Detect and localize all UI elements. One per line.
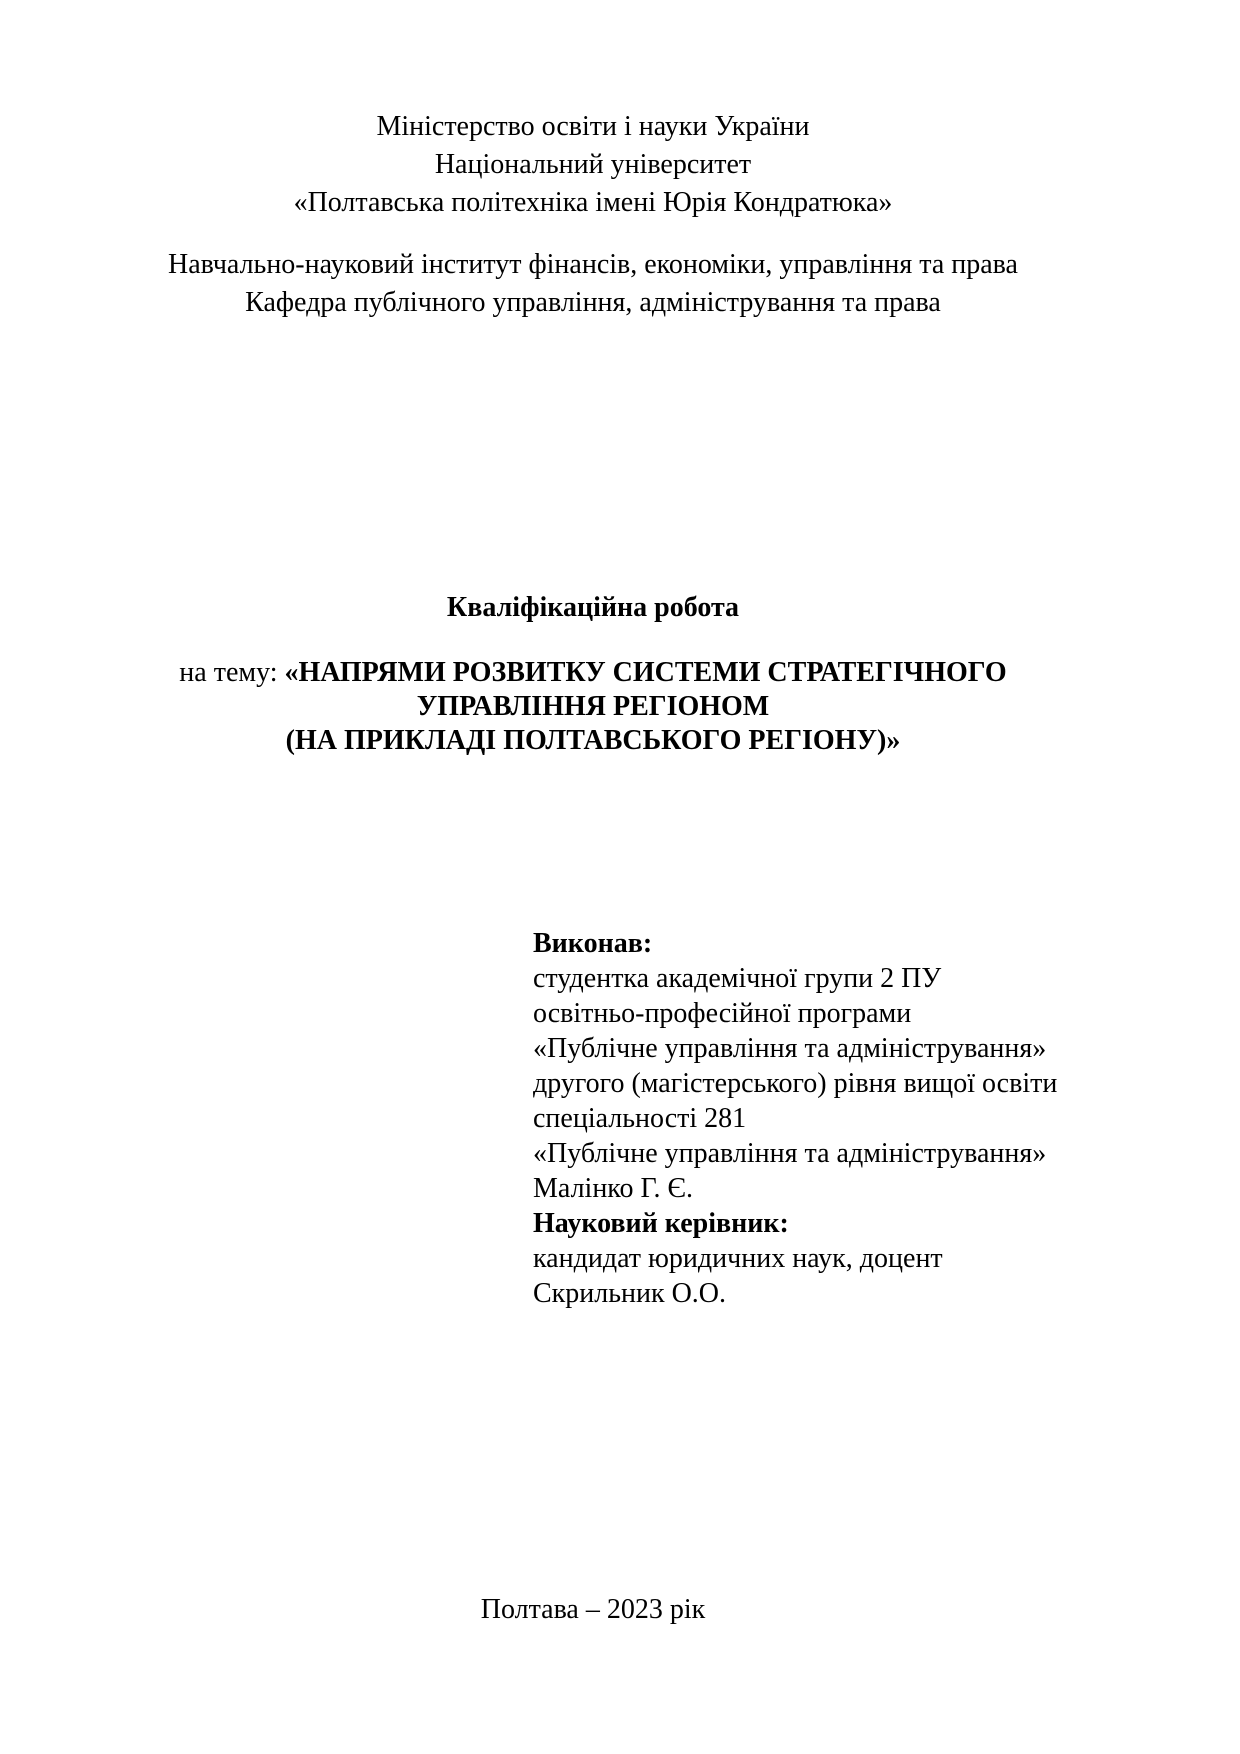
institute-line: Навчально-науковий інститут фінансів, економіки, управління та права	[168, 249, 1018, 280]
thesis-title	[96, 656, 1090, 758]
supervisor-label: Науковий керівник:	[533, 1208, 789, 1239]
university-header	[96, 108, 1090, 222]
topic-prefix: на тему:	[179, 657, 285, 688]
institute-header	[96, 246, 1090, 322]
university-line: Національний університет	[434, 149, 752, 180]
thesis-title-line-1	[96, 656, 1090, 690]
author-name-line: Малінко Г. Є.	[533, 1173, 694, 1204]
supervisor-name-line: Скрильник О.О.	[533, 1278, 727, 1309]
author-line: другого (магістерського) рівня вищої освіти	[533, 1068, 1058, 1099]
work-type-label: Кваліфікаційна робота	[446, 592, 740, 623]
author-line: «Публічне управління та адміністрування»	[533, 1138, 1047, 1169]
performed-by-label: Виконав:	[533, 928, 653, 959]
author-line: «Публічне управління та адміністрування»	[533, 1033, 1047, 1064]
thesis-title-line-3: (НА ПРИКЛАДІ ПОЛТАВСЬКОГО РЕГІОНУ)»	[285, 725, 901, 756]
supervisor-line: кандидат юридичних наук, доцент	[533, 1243, 943, 1274]
author-line: спеціальності 281	[533, 1103, 747, 1134]
author-line: студентка академічної групи 2 ПУ	[533, 963, 942, 994]
thesis-title-line-2: УПРАВЛІННЯ РЕГІОНОМ	[416, 691, 770, 722]
title-text-1: «НАПРЯМИ РОЗВИТКУ СИСТЕМИ СТРАТЕГІЧНОГО	[284, 657, 1007, 688]
city-year-line: Полтава – 2023 рік	[480, 1594, 706, 1625]
ministry-line: Міністерство освіти і науки України	[376, 111, 810, 142]
university-name-line: «Полтавська політехніка імені Юрія Кондратюка»	[293, 187, 893, 218]
author-line: освітньо-професійної програми	[533, 998, 912, 1029]
author-section	[533, 926, 1093, 1311]
department-line: Кафедра публічного управління, адміністрування та права	[245, 287, 941, 318]
work-type-heading	[96, 592, 1090, 624]
footer	[96, 1594, 1090, 1626]
